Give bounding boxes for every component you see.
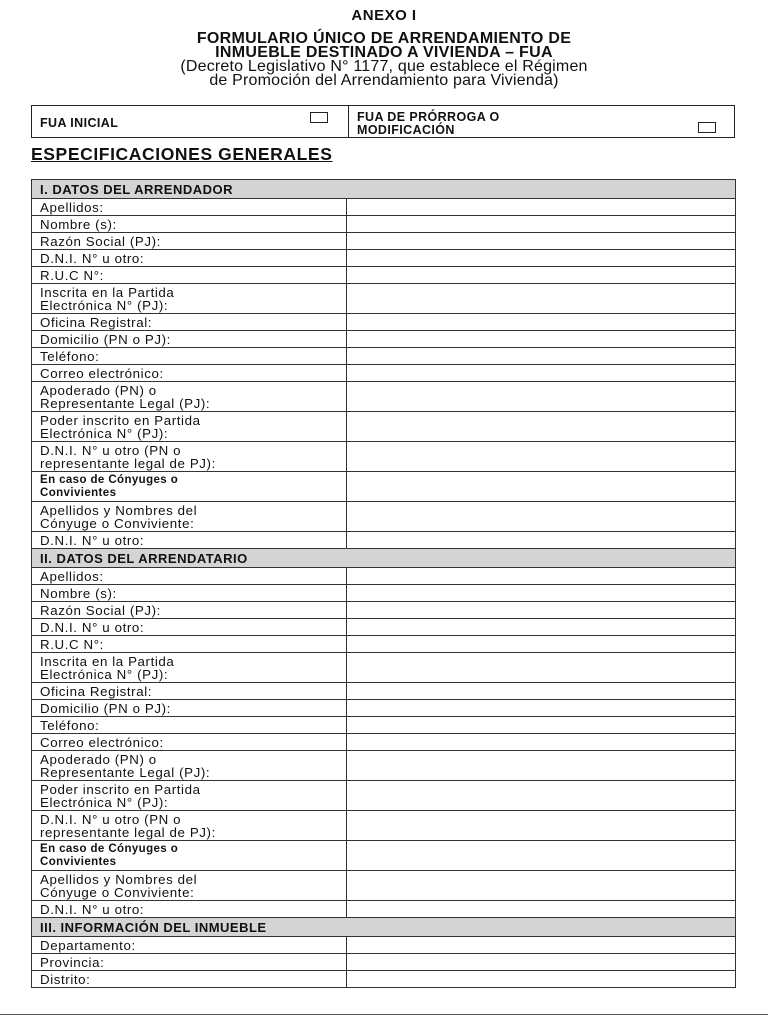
field-label-line: Domicilio (PN o PJ):: [40, 700, 171, 716]
form-row: [32, 348, 736, 365]
form-row: [32, 901, 736, 918]
field-value-input[interactable]: [347, 314, 736, 331]
field-label-line: representante legal de PJ):: [40, 455, 216, 471]
bottom-rule: [0, 1014, 768, 1015]
field-label-line: Teléfono:: [40, 348, 100, 364]
field-label-line: Representante Legal (PJ):: [40, 395, 211, 411]
field-label-line: D.N.I. N° u otro (PN o: [40, 442, 182, 458]
field-value-input[interactable]: [347, 683, 736, 700]
form-subtitle-line-1: (Decreto Legislativo N° 1177, que establece el Régimen: [180, 58, 588, 75]
field-value-input[interactable]: [347, 502, 736, 532]
form-row: [32, 472, 736, 502]
field-label-line: Poder inscrito en Partida: [40, 781, 201, 797]
section-header: II. DATOS DEL ARRENDATARIO: [32, 549, 736, 568]
field-value-input[interactable]: [347, 442, 736, 472]
field-label: [32, 199, 347, 216]
form-row: [32, 619, 736, 636]
field-label-line: Apellidos y Nombres del: [40, 871, 198, 887]
field-label-line: D.N.I. N° u otro:: [40, 532, 145, 548]
field-label-line: Oficina Registral:: [40, 683, 153, 699]
section-header-row: [32, 180, 736, 199]
field-label-line: R.U.C N°:: [40, 267, 104, 283]
section-header: III. INFORMACIÓN DEL INMUEBLE: [32, 918, 736, 937]
form-row: [32, 871, 736, 901]
field-value-input[interactable]: [347, 619, 736, 636]
fua-extension-label-line-1: FUA DE PRÓRROGA O: [357, 110, 500, 124]
form-row: [32, 267, 736, 284]
field-label-line: Razón Social (PJ):: [40, 233, 161, 249]
form-row: [32, 734, 736, 751]
field-label-line: Electrónica N° (PJ):: [40, 666, 169, 682]
field-label-line: D.N.I. N° u otro:: [40, 901, 145, 917]
field-value-input[interactable]: [347, 751, 736, 781]
form-row: [32, 216, 736, 233]
field-value-input[interactable]: [347, 216, 736, 233]
field-label-line: Cónyuge o Conviviente:: [40, 515, 195, 531]
form-row: [32, 331, 736, 348]
field-value-input[interactable]: [347, 971, 736, 988]
form-row: [32, 442, 736, 472]
field-label-line: D.N.I. N° u otro:: [40, 619, 145, 635]
field-value-input[interactable]: [347, 267, 736, 284]
form-row: [32, 284, 736, 314]
field-label: [32, 700, 347, 717]
form-subtitle-line-2: de Promoción del Arrendamiento para Vivienda): [209, 72, 559, 89]
form-row: [32, 412, 736, 442]
field-value-input[interactable]: [347, 331, 736, 348]
form-row: [32, 199, 736, 216]
field-label: [32, 412, 347, 442]
fua-initial-checkbox[interactable]: [310, 112, 328, 123]
field-label-line: Correo electrónico:: [40, 365, 164, 381]
field-label-line: representante legal de PJ):: [40, 824, 216, 840]
field-label: [32, 954, 347, 971]
field-label-line: Apoderado (PN) o: [40, 382, 157, 398]
field-label-line: Correo electrónico:: [40, 734, 164, 750]
field-value-input[interactable]: [347, 781, 736, 811]
field-label: [32, 365, 347, 382]
field-label: [32, 937, 347, 954]
field-label: [32, 442, 347, 472]
form-row: [32, 532, 736, 549]
field-label-line: En caso de Cónyuges o: [40, 842, 179, 855]
form-row: [32, 365, 736, 382]
field-label-line: Departamento:: [40, 937, 136, 953]
field-label: [32, 314, 347, 331]
field-label-line: Poder inscrito en Partida: [40, 412, 201, 428]
field-value-input[interactable]: [347, 700, 736, 717]
field-value-input[interactable]: [347, 348, 736, 365]
fua-initial-label: FUA INICIAL: [40, 116, 119, 130]
field-label: [32, 382, 347, 412]
form-subtitle: [0, 60, 768, 88]
field-label-line: Apoderado (PN) o: [40, 751, 157, 767]
field-label-line: Electrónica N° (PJ):: [40, 794, 169, 810]
field-label-line: Apellidos:: [40, 199, 104, 215]
form-row: [32, 954, 736, 971]
form-row: [32, 502, 736, 532]
field-value-input[interactable]: [347, 233, 736, 250]
field-value-input[interactable]: [347, 871, 736, 901]
field-value-input[interactable]: [347, 382, 736, 412]
section-header-row: [32, 549, 736, 568]
form-title-line-2: INMUEBLE DESTINADO A VIVIENDA – FUA: [215, 44, 553, 61]
field-label-line: Convivientes: [40, 486, 117, 499]
field-label: [32, 901, 347, 918]
form-row: [32, 382, 736, 412]
form-row: [32, 700, 736, 717]
fua-extension-option[interactable]: [349, 106, 734, 137]
field-value-input[interactable]: [347, 284, 736, 314]
field-label: [32, 284, 347, 314]
form-row: [32, 781, 736, 811]
form-table: [31, 179, 736, 988]
field-label: [32, 216, 347, 233]
form-row: [32, 811, 736, 841]
field-value-input[interactable]: [347, 365, 736, 382]
field-label: [32, 602, 347, 619]
field-value-input[interactable]: [347, 602, 736, 619]
field-label-line: D.N.I. N° u otro (PN o: [40, 811, 182, 827]
field-value-input[interactable]: [347, 937, 736, 954]
form-title-line-1: FORMULARIO ÚNICO DE ARRENDAMIENTO DE: [196, 30, 572, 47]
field-label-line: En caso de Cónyuges o: [40, 473, 179, 486]
field-value-input[interactable]: [347, 412, 736, 442]
field-label: [32, 734, 347, 751]
form-row: [32, 585, 736, 602]
field-label: [32, 683, 347, 700]
fua-extension-label-line-2: MODIFICACIÓN: [357, 123, 455, 137]
field-value-input[interactable]: [347, 811, 736, 841]
field-label-line: D.N.I. N° u otro:: [40, 250, 145, 266]
field-label: [32, 348, 347, 365]
form-row: [32, 568, 736, 585]
field-value-input[interactable]: [347, 250, 736, 267]
field-label: [32, 653, 347, 683]
field-label: [32, 636, 347, 653]
field-label: [32, 971, 347, 988]
section-header-row: [32, 918, 736, 937]
field-value-input[interactable]: [347, 472, 736, 502]
field-label: [32, 250, 347, 267]
field-label-line: Cónyuge o Conviviente:: [40, 884, 195, 900]
field-label-line: Electrónica N° (PJ):: [40, 297, 169, 313]
field-label-line: Convivientes: [40, 855, 117, 868]
field-value-input[interactable]: [347, 532, 736, 549]
fua-initial-option[interactable]: [32, 106, 349, 137]
form-row: [32, 971, 736, 988]
form-row: [32, 717, 736, 734]
field-label-line: Inscrita en la Partida: [40, 653, 175, 669]
field-label-line: Nombre (s):: [40, 585, 117, 601]
field-label: [32, 871, 347, 901]
form-row: [32, 602, 736, 619]
field-label-line: Representante Legal (PJ):: [40, 764, 211, 780]
field-value-input[interactable]: [347, 734, 736, 751]
field-value-input[interactable]: [347, 585, 736, 602]
field-label-line: Oficina Registral:: [40, 314, 153, 330]
field-label-line: Electrónica N° (PJ):: [40, 425, 169, 441]
form-row: [32, 683, 736, 700]
field-label: [32, 751, 347, 781]
field-label-line: R.U.C N°:: [40, 636, 104, 652]
field-label-line: Provincia:: [40, 954, 105, 970]
form-row: [32, 751, 736, 781]
field-label-line: Inscrita en la Partida: [40, 284, 175, 300]
field-label: [32, 532, 347, 549]
form-row: [32, 233, 736, 250]
field-value-input[interactable]: [347, 717, 736, 734]
section-header: I. DATOS DEL ARRENDADOR: [32, 180, 736, 199]
form-row: [32, 314, 736, 331]
field-label-line: Domicilio (PN o PJ):: [40, 331, 171, 347]
form-row: [32, 841, 736, 871]
form-title: [0, 32, 768, 60]
field-label-line: Apellidos y Nombres del: [40, 502, 198, 518]
field-label-line: Teléfono:: [40, 717, 100, 733]
field-label: [32, 781, 347, 811]
form-row: [32, 937, 736, 954]
field-value-input[interactable]: [347, 954, 736, 971]
field-label: [32, 841, 347, 871]
fua-extension-checkbox[interactable]: [698, 122, 716, 133]
field-value-input[interactable]: [347, 636, 736, 653]
field-label: [32, 502, 347, 532]
form-row: [32, 250, 736, 267]
field-label-line: Nombre (s):: [40, 216, 117, 232]
field-label: [32, 717, 347, 734]
field-value-input[interactable]: [347, 841, 736, 871]
field-label-line: Distrito:: [40, 971, 91, 987]
field-label: [32, 233, 347, 250]
field-value-input[interactable]: [347, 199, 736, 216]
field-label: [32, 585, 347, 602]
field-label-line: Razón Social (PJ):: [40, 602, 161, 618]
annex-heading: ANEXO I: [351, 7, 417, 24]
fua-type-selector: [31, 105, 735, 138]
field-label-line: Apellidos:: [40, 568, 104, 584]
field-label: [32, 267, 347, 284]
field-label: [32, 619, 347, 636]
form-row: [32, 636, 736, 653]
field-label: [32, 472, 347, 502]
field-label: [32, 331, 347, 348]
field-label: [32, 811, 347, 841]
field-label: [32, 568, 347, 585]
field-value-input[interactable]: [347, 653, 736, 683]
field-value-input[interactable]: [347, 901, 736, 918]
form-row: [32, 653, 736, 683]
general-specifications-title: ESPECIFICACIONES GENERALES: [31, 144, 333, 164]
field-value-input[interactable]: [347, 568, 736, 585]
